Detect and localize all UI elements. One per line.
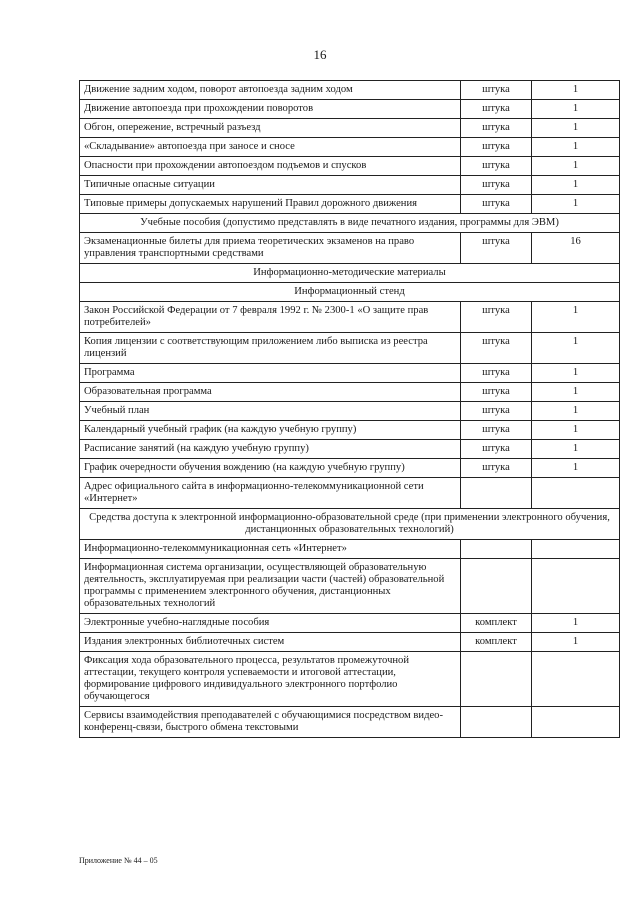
section-title: Информационный стенд: [80, 283, 620, 302]
item-name-cell: График очередности обучения вождению (на каждую учебную группу): [80, 459, 461, 478]
quantity-cell: [532, 652, 620, 707]
item-name-cell: Учебный план: [80, 402, 461, 421]
item-name-cell: Экзаменационные билеты для приема теоретических экзаменов на право управления транспортными средствами: [80, 233, 461, 264]
table-row: [80, 402, 620, 421]
item-name-cell: Фиксация хода образовательного процесса, результатов промежуточной аттестации, текущего контроля успеваемости и итоговой аттестации, формирование цифрового индивидуального электронного портфолио обучающегося: [80, 652, 461, 707]
quantity-cell: 1: [532, 100, 620, 119]
item-name-cell: «Складывание» автопоезда при заносе и сносе: [80, 138, 461, 157]
table-row: [80, 421, 620, 440]
quantity-cell: 1: [532, 81, 620, 100]
item-name-cell: Расписание занятий (на каждую учебную группу): [80, 440, 461, 459]
quantity-cell: 1: [532, 195, 620, 214]
unit-cell: штука: [461, 119, 532, 138]
unit-cell: штука: [461, 233, 532, 264]
item-name-cell: Информационная система организации, осуществляющей образовательную деятельность, эксплуатируемая при реализации части (частей) образовательной программы с применением электронного обучения, дистанционных образовательных технологий: [80, 559, 461, 614]
section-title: Средства доступа к электронной информационно-образовательной среде (при применении электронного обучения, дистанционных образовательных технологий): [80, 509, 620, 540]
table-row: [80, 119, 620, 138]
page-number: 16: [313, 47, 327, 62]
table-row: [80, 302, 620, 333]
table-row: [80, 559, 620, 614]
quantity-cell: [532, 559, 620, 614]
quantity-cell: [532, 478, 620, 509]
table-row: [80, 176, 620, 195]
item-name-cell: Закон Российской Федерации от 7 февраля 1992 г. № 2300-1 «О защите прав потребителей»: [80, 302, 461, 333]
quantity-cell: 1: [532, 633, 620, 652]
table-row: [80, 440, 620, 459]
unit-cell: штука: [461, 333, 532, 364]
unit-cell: комплект: [461, 614, 532, 633]
table-body: [80, 81, 620, 738]
item-name-cell: Движение автопоезда при прохождении поворотов: [80, 100, 461, 119]
section-title: Информационно-методические материалы: [80, 264, 620, 283]
quantity-cell: 1: [532, 459, 620, 478]
unit-cell: комплект: [461, 633, 532, 652]
table-row: [80, 614, 620, 633]
item-name-cell: Образовательная программа: [80, 383, 461, 402]
table-row: [80, 707, 620, 738]
section-title: Учебные пособия (допустимо представлять в виде печатного издания, программы для ЭВМ): [80, 214, 620, 233]
quantity-cell: 1: [532, 333, 620, 364]
quantity-cell: 1: [532, 302, 620, 333]
quantity-cell: 1: [532, 614, 620, 633]
unit-cell: штука: [461, 100, 532, 119]
table-row: [80, 364, 620, 383]
unit-cell: штука: [461, 157, 532, 176]
unit-cell: штука: [461, 402, 532, 421]
item-name-cell: Движение задним ходом, поворот автопоезда задним ходом: [80, 81, 461, 100]
table-row: [80, 540, 620, 559]
unit-cell: штука: [461, 138, 532, 157]
item-name-cell: Обгон, опережение, встречный разъезд: [80, 119, 461, 138]
quantity-cell: 1: [532, 364, 620, 383]
item-name-cell: Электронные учебно-наглядные пособия: [80, 614, 461, 633]
unit-cell: [461, 478, 532, 509]
item-name-cell: Копия лицензии с соответствующим приложением либо выписка из реестра лицензий: [80, 333, 461, 364]
unit-cell: штука: [461, 440, 532, 459]
equipment-table: [79, 80, 620, 738]
unit-cell: штука: [461, 383, 532, 402]
table-row: [80, 233, 620, 264]
unit-cell: штука: [461, 302, 532, 333]
unit-cell: [461, 540, 532, 559]
table-row: [80, 459, 620, 478]
item-name-cell: Программа: [80, 364, 461, 383]
quantity-cell: 1: [532, 157, 620, 176]
section-header-row: [80, 214, 620, 233]
table-row: [80, 652, 620, 707]
table-row: [80, 478, 620, 509]
item-name-cell: Издания электронных библиотечных систем: [80, 633, 461, 652]
quantity-cell: 1: [532, 440, 620, 459]
quantity-cell: [532, 707, 620, 738]
table-row: [80, 138, 620, 157]
quantity-cell: 1: [532, 138, 620, 157]
section-header-row: [80, 283, 620, 302]
item-name-cell: Типовые примеры допускаемых нарушений Правил дорожного движения: [80, 195, 461, 214]
quantity-cell: 1: [532, 402, 620, 421]
item-name-cell: Адрес официального сайта в информационно-телекоммуникационной сети «Интернет»: [80, 478, 461, 509]
table-row: [80, 81, 620, 100]
table-row: [80, 633, 620, 652]
quantity-cell: [532, 540, 620, 559]
item-name-cell: Информационно-телекоммуникационная сеть «Интернет»: [80, 540, 461, 559]
item-name-cell: Сервисы взаимодействия преподавателей с обучающимися посредством видео-конференц-связи, быстрого обмена текстовыми: [80, 707, 461, 738]
quantity-cell: 1: [532, 383, 620, 402]
item-name-cell: Опасности при прохождении автопоездом подъемов и спусков: [80, 157, 461, 176]
unit-cell: штука: [461, 81, 532, 100]
item-name-cell: Календарный учебный график (на каждую учебную группу): [80, 421, 461, 440]
section-header-row: [80, 509, 620, 540]
unit-cell: штука: [461, 364, 532, 383]
section-header-row: [80, 264, 620, 283]
quantity-cell: 1: [532, 421, 620, 440]
page-footer: Приложение № 44 – 05: [79, 856, 158, 865]
table-row: [80, 383, 620, 402]
quantity-cell: 16: [532, 233, 620, 264]
unit-cell: штука: [461, 459, 532, 478]
unit-cell: штука: [461, 176, 532, 195]
quantity-cell: 1: [532, 119, 620, 138]
unit-cell: [461, 559, 532, 614]
unit-cell: [461, 652, 532, 707]
table-row: [80, 333, 620, 364]
quantity-cell: 1: [532, 176, 620, 195]
unit-cell: штука: [461, 421, 532, 440]
table-row: [80, 195, 620, 214]
unit-cell: штука: [461, 195, 532, 214]
table-row: [80, 157, 620, 176]
table-row: [80, 100, 620, 119]
item-name-cell: Типичные опасные ситуации: [80, 176, 461, 195]
unit-cell: [461, 707, 532, 738]
